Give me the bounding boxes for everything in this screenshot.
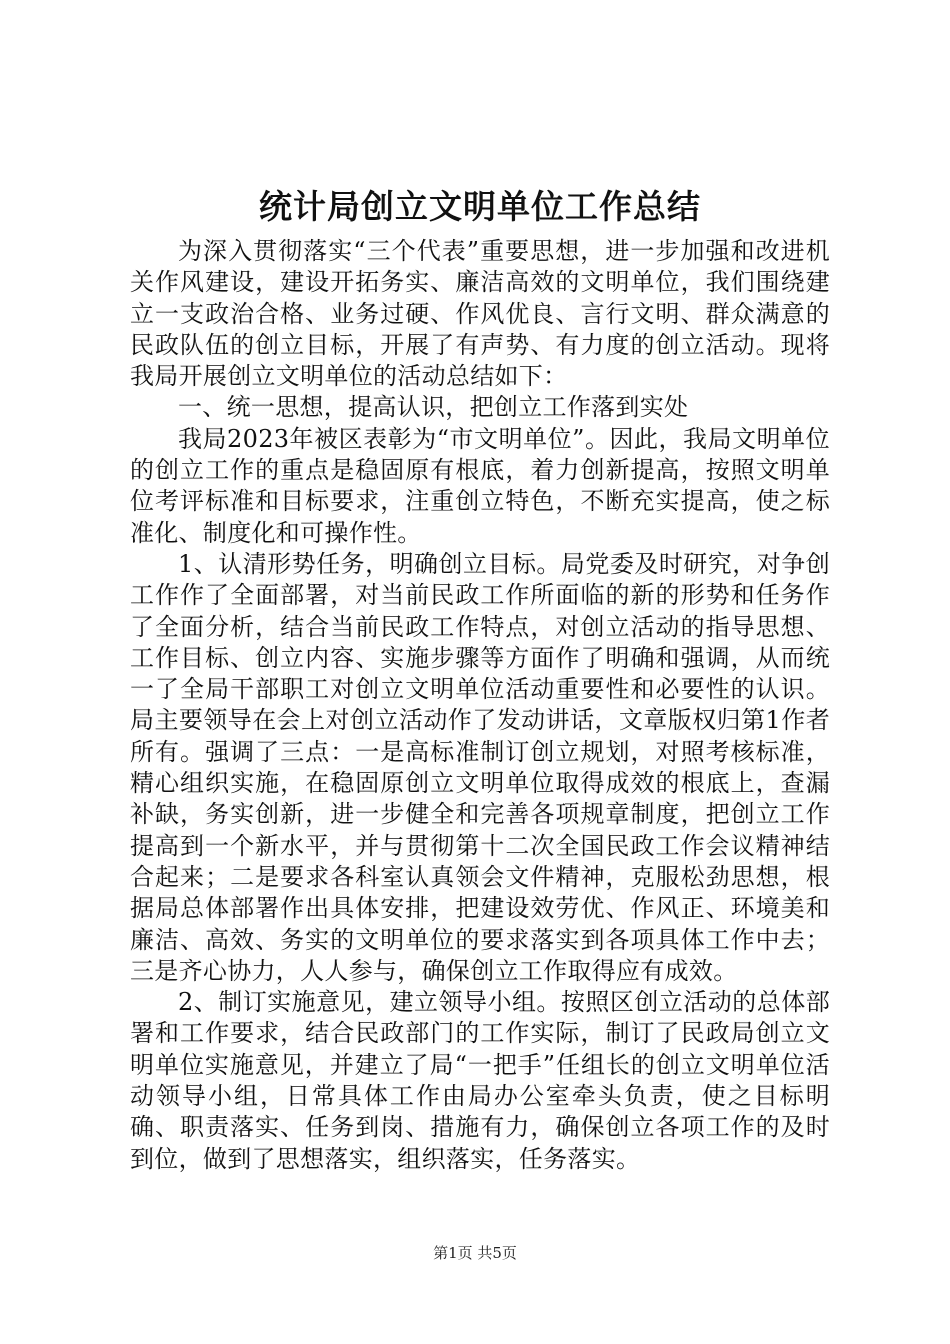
paragraph-item-1: 1、认清形势任务，明确创立目标。局党委及时研究，对争创工作作了全面部署，对当前民政工作所面临的新的形势和任务作了全面分析，结合当前民政工作特点，对创立活动的指导思想、工作目标、创立内容、实施步骤等方面作了明确和强调，从而统一了全局干部职工对创立文明单位活动重要性和必要性的认识。局主要领导在会上对创立活动作了发动讲话，文章版权归第1作者所有。强调了三点：一是高标准制订创立规划，对照考核标准，精心组织实施，在稳固原创立文明单位取得成效的根底上，查漏补缺，务实创新，进一步健全和完善各项规章制度，把创立工作提高到一个新水平，并与贯彻第十二次全国民政工作会议精神结合起来；二是要求各科室认真领会文件精神，克服松劲思想，根据局总体部署作出具体安排，把建设效劳优、作风正、环境美和廉洁、高效、务实的文明单位的要求落实到各项具体工作中去；三是齐心协力，人人参与，确保创立工作取得应有成效。 xyxy=(130,549,830,985)
page-number-footer: 第1页 共5页 xyxy=(433,1244,517,1262)
document-body xyxy=(130,236,830,1175)
paragraph-section-1: 我局2023年被区表彰为“市文明单位”。因此，我局文明单位的创立工作的重点是稳固原有根底，着力创新提高，按照文明单位考评标准和目标要求，注重创立特色，不断充实提高，使之标准化、制度化和可操作性。 xyxy=(130,424,830,547)
section-heading-1: 一、统一思想，提高认识，把创立工作落到实处 xyxy=(178,393,689,422)
paragraph-intro: 为深入贯彻落实“三个代表”重要思想，进一步加强和改进机关作风建设，建设开拓务实、廉洁高效的文明单位，我们围绕建立一支政治合格、业务过硬、作风优良、言行文明、群众满意的民政队伍的创立目标，开展了有声势、有力度的创立活动。现将我局开展创立文明单位的活动总结如下： xyxy=(130,237,830,391)
paragraph-item-2: 2、制订实施意见，建立领导小组。按照区创立活动的总体部署和工作要求，结合民政部门的工作实际，制订了民政局创立文明单位实施意见，并建立了局“一把手”任组长的创立文明单位活动领导小组，日常具体工作由局办公室牵头负责，使之目标明确、职责落实、任务到岗、措施有力，确保创立各项工作的及时到位，做到了思想落实，组织落实，任务落实。 xyxy=(130,988,830,1173)
document-title: 统计局创立文明单位工作总结 xyxy=(259,187,701,226)
